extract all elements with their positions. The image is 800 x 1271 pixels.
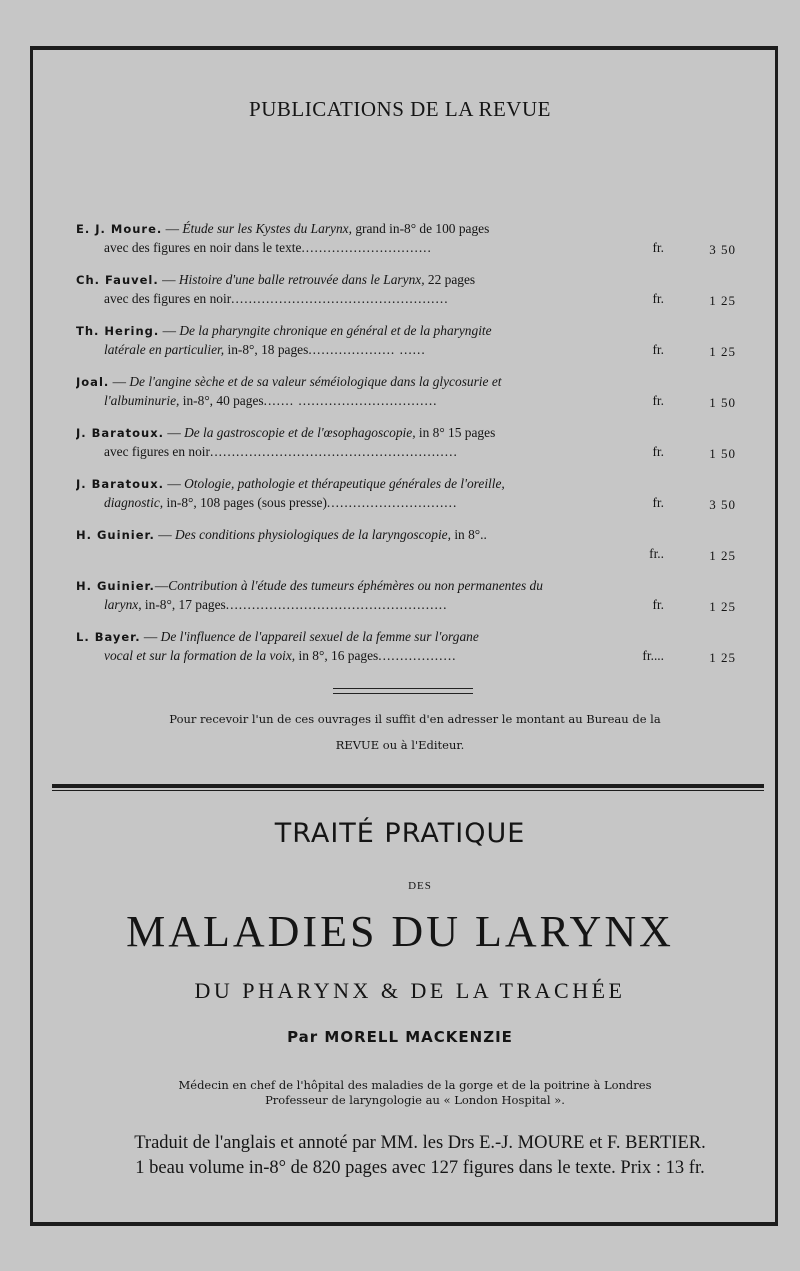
- entry-pages: in-8°, 40 pages: [179, 392, 264, 408]
- entry-line-2: [76, 647, 736, 666]
- entry-author: E. J. Moure.: [76, 222, 163, 236]
- author-credential-2: Professeur de laryngologie au « London Hospital ».: [265, 1093, 565, 1107]
- book-heading: TRAITÉ PRATIQUE: [274, 818, 526, 849]
- translation-line: Traduit de l'anglais et annoté par MM. les Drs E.-J. MOURE et F. BERTIER.: [134, 1133, 706, 1153]
- entry-continuation: larynx,: [104, 596, 142, 612]
- entry-line-2: [76, 239, 736, 258]
- publication-entry: [76, 526, 736, 577]
- book-des: DES: [408, 880, 432, 892]
- entry-leader-dots: ...................................................: [225, 596, 448, 612]
- entry-author: Joal.: [76, 375, 110, 389]
- entry-title: De l'angine sèche et de sa valeur séméiologique dans la glycosurie et: [129, 374, 502, 389]
- entry-currency: fr.: [652, 494, 664, 510]
- entry-line-1: [76, 475, 736, 494]
- entry-continuation: avec figures en noir: [104, 443, 210, 459]
- entry-currency: fr.: [652, 341, 664, 357]
- entry-continuation: l'albuminurie,: [104, 392, 180, 408]
- entry-line-2: [76, 596, 736, 615]
- entry-currency: fr.: [652, 596, 664, 612]
- entry-dash: —: [140, 629, 161, 644]
- entry-pages: in-8°, 108 pages (sous presse): [163, 494, 327, 510]
- entry-author: L. Bayer.: [76, 630, 141, 644]
- ornament-divider: [333, 688, 473, 694]
- entry-line-1: [76, 424, 736, 443]
- entry-currency: fr....: [642, 647, 664, 663]
- entry-price: 3 50: [709, 496, 736, 512]
- entry-continuation: avec des figures en noir dans le texte: [104, 239, 302, 255]
- entry-price: 1 50: [709, 394, 736, 410]
- entry-price: 1 25: [709, 649, 736, 665]
- entry-leader-dots: ....... ................................: [263, 392, 438, 408]
- entry-dash: —: [162, 221, 183, 236]
- section-divider-thin: [52, 790, 764, 791]
- entry-dash: —: [154, 527, 175, 542]
- entry-continuation: latérale en particulier,: [104, 341, 225, 357]
- entry-author: J. Baratoux.: [76, 477, 164, 491]
- entry-price: 1 25: [709, 292, 736, 308]
- publication-entry: [76, 424, 736, 475]
- entry-dash: —: [158, 272, 179, 287]
- order-note-line1: Pour recevoir l'un de ces ouvrages il suffit d'en adresser le montant au Bureau de la: [169, 712, 661, 726]
- entry-line-1: [76, 322, 736, 341]
- entry-price: 1 25: [709, 598, 736, 614]
- entry-title: De la pharyngite chronique en général et de la pharyngite: [179, 323, 492, 338]
- entry-title: De l'influence de l'appareil sexuel de la femme sur l'organe: [160, 629, 479, 644]
- page-title: PUBLICATIONS DE LA REVUE: [249, 97, 551, 121]
- entry-leader-dots: ..............................: [326, 494, 458, 510]
- entry-title: Contribution à l'étude des tumeurs éphémères ou non permanentes du: [168, 578, 543, 593]
- entry-line-1: [76, 577, 736, 596]
- entry-price: 1 50: [709, 445, 736, 461]
- entry-title: Étude sur les Kystes du Larynx,: [182, 221, 352, 236]
- publication-entry: [76, 475, 736, 526]
- entry-pages: in-8°, 17 pages: [141, 596, 226, 612]
- entry-line-1: [76, 526, 736, 545]
- book-details: 1 beau volume in-8° de 820 pages avec 127 figures dans le texte. Prix : 13 fr.: [135, 1158, 705, 1178]
- publication-entry: [76, 628, 736, 679]
- entry-line-2: [76, 392, 736, 411]
- entry-dash: —: [159, 323, 180, 338]
- entry-pages: in 8°, 16 pages: [295, 647, 379, 663]
- book-author: Par MORELL MACKENZIE: [287, 1028, 513, 1046]
- entry-currency: fr.: [652, 239, 664, 255]
- entry-author: Ch. Fauvel.: [76, 273, 159, 287]
- entry-line-2: [76, 443, 736, 462]
- entry-leader-dots: ..............................: [301, 239, 432, 255]
- entry-author: H. Guinier.: [76, 528, 155, 542]
- entry-details: in 8°..: [450, 527, 487, 542]
- entry-continuation: diagnostic,: [104, 494, 164, 510]
- entry-line-2: [76, 290, 736, 309]
- entry-title: Otologie, pathologie et thérapeutique générales de l'oreille,: [184, 476, 505, 491]
- entry-dash: —: [163, 425, 185, 440]
- entry-dash: —: [154, 578, 169, 593]
- entry-author: Th. Hering.: [76, 324, 160, 338]
- entry-details: 22 pages: [424, 272, 476, 287]
- entry-currency: fr..: [649, 545, 664, 561]
- publication-entry: [76, 577, 736, 628]
- entry-continuation: avec des figures en noir: [104, 290, 232, 306]
- entry-leader-dots: ..................................................: [231, 290, 449, 306]
- entry-title: Histoire d'une balle retrouvée dans le Larynx,: [178, 272, 425, 287]
- entry-line-2: [76, 494, 736, 513]
- entry-price: 1 25: [709, 547, 736, 563]
- publication-entry: [76, 322, 736, 373]
- entry-leader-dots: .........................................................: [209, 443, 458, 459]
- entry-dash: —: [109, 374, 130, 389]
- entry-pages: in-8°, 18 pages: [224, 341, 309, 357]
- entry-continuation: vocal et sur la formation de la voix,: [104, 647, 296, 663]
- entry-price: 1 25: [709, 343, 736, 359]
- publication-entry: [76, 373, 736, 424]
- entry-details: grand in-8° de 100 pages: [351, 221, 490, 236]
- publication-entry: [76, 220, 736, 271]
- book-title: MALADIES DU LARYNX: [126, 907, 674, 956]
- publication-entry: [76, 271, 736, 322]
- publication-list: [76, 220, 736, 679]
- entry-leader-dots: .................... ......: [308, 341, 426, 357]
- book-subtitle: DU PHARYNX & DE LA TRACHÉE: [194, 978, 626, 1003]
- entry-price: 3 50: [709, 241, 736, 257]
- entry-currency: fr.: [652, 443, 664, 459]
- entry-line-1: [76, 271, 736, 290]
- author-credential-1: Médecin en chef de l'hôpital des maladies de la gorge et de la poitrine à Londres: [178, 1078, 652, 1092]
- entry-currency: fr.: [652, 392, 664, 408]
- section-divider: [52, 784, 764, 788]
- entry-title: Des conditions physiologiques de la laryngoscopie,: [175, 527, 451, 542]
- entry-line-2: [76, 341, 736, 360]
- entry-leader-dots: ..................: [378, 647, 457, 663]
- entry-author: H. Guinier.: [76, 579, 155, 593]
- entry-line-1: [76, 373, 736, 392]
- entry-line-1: [76, 220, 736, 239]
- entry-dash: —: [163, 476, 185, 491]
- entry-currency: fr.: [652, 290, 664, 306]
- entry-line-1: [76, 628, 736, 647]
- entry-title: De la gastroscopie et de l'œsophagoscopie,: [184, 425, 416, 440]
- order-note-line2: REVUE ou à l'Editeur.: [335, 738, 465, 752]
- entry-details: in 8° 15 pages: [415, 425, 496, 440]
- entry-author: J. Baratoux.: [76, 426, 164, 440]
